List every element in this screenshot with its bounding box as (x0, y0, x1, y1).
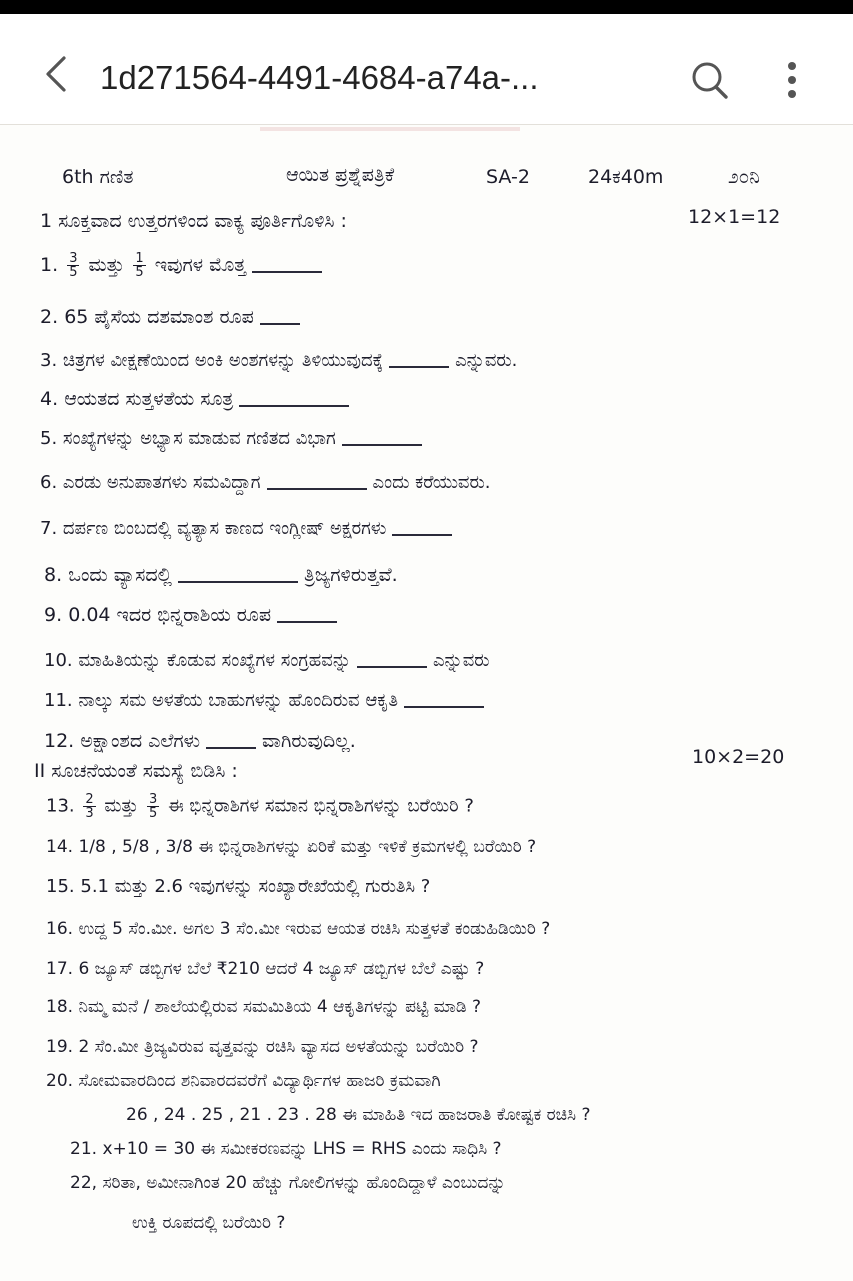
question-14: 14. 1/8 , 5/8 , 3/8 ಈ ಭಿನ್ನರಾಶಿಗಳನ್ನು ಏರಿಕೆ ಮತ್ತು ಇಳಿಕೆ ಕ್ರಮಗಳಲ್ಲಿ ಬರೆಯಿರಿ ? (46, 837, 537, 857)
answer-blank (178, 569, 298, 583)
question-8: 8. ಒಂದು ವ್ಯಾಸದಲ್ಲಿ ತ್ರಿಜ್ಯಗಳಿರುತ್ತವೆ. (44, 564, 398, 586)
file-title: 1d271564-4491-4684-a74a-... (100, 59, 539, 96)
fraction: $\frac{2}{3}$ (85, 792, 94, 821)
question-20: 20. ಸೋಮವಾರದಿಂದ ಶನಿವಾರದವರೆಗೆ ವಿದ್ಯಾರ್ಥಿಗಳ ಹಾಜರಿ ಕ್ರಮವಾಗಿ (46, 1071, 441, 1091)
question-1: 1. $\frac{3}{5}$ ಮತ್ತು $\frac{1}{5}$ ಇವುಗಳ ಮೊತ್ತ (40, 252, 328, 279)
answer-blank (267, 476, 367, 490)
answer-blank (357, 654, 427, 668)
app-bar (0, 14, 853, 124)
section1-marks: 12×1=12 (688, 206, 781, 228)
question-5: 5. ಸಂಖ್ಯೆಗಳನ್ನು ಅಭ್ಯಾಸ ಮಾಡುವ ಗಣಿತದ ವಿಭಾಗ (40, 427, 428, 451)
status-bar (0, 0, 853, 14)
answer-blank (392, 522, 452, 536)
question-4: 4. ಆಯತದ ಸುತ್ತಳತೆಯ ಸೂತ್ರ (40, 387, 355, 411)
question-22: 22, ಸರಿತಾ, ಅಮೀನಾಗಿಂತ 20 ಹೆಚ್ಚು ಗೋಲಿಗಳನ್ನು ಹೊಂದಿದ್ದಾಳೆ ಎಂಬುದನ್ನು (70, 1173, 506, 1193)
question-10: 10. ಮಾಹಿತಿಯನ್ನು ಕೊಡುವ ಸಂಖ್ಯೆಗಳ ಸಂಗ್ರಹವನ್ನು ಎನ್ನುವರು (44, 650, 490, 671)
question-19: 19. 2 ಸೆಂ.ಮೀ ತ್ರಿಜ್ಯವಿರುವ ವೃತ್ತವನ್ನು ರಚಿಸಿ ವ್ಯಾಸದ ಅಳತೆಯನ್ನು ಬರೆಯಿರಿ ? (46, 1037, 479, 1057)
fraction: $\frac{1}{5}$ (135, 251, 144, 280)
paper-edge-mark (260, 127, 520, 131)
time: ೨೦ನಿ (728, 166, 760, 188)
answer-blank (404, 694, 484, 708)
question-18: 18. ನಿಮ್ಮ ಮನೆ / ಶಾಲೆಯಲ್ಲಿರುವ ಸಮಮಿತಿಯ 4 ಆಕೃತಿಗಳನ್ನು ಪಟ್ಟಿ ಮಾಡಿ ? (46, 997, 482, 1017)
answer-blank (239, 393, 349, 407)
paper-type: ಆಯಿತ ಪ್ರಶ್ನೆಪತ್ರಿಕೆ (286, 164, 395, 186)
answer-blank (260, 311, 300, 325)
fraction: $\frac{3}{5}$ (69, 251, 78, 280)
section2-marks: 10×2=20 (692, 746, 785, 768)
total-marks: 24ಕ40m (588, 166, 664, 188)
question-20-line2: 26 , 24 . 25 , 21 . 23 . 28 ಈ ಮಾಹಿತಿ ಇದ ಹಾಜರಾತಿ ಕೋಷ್ಟಕ ರಚಿಸಿ ? (126, 1105, 591, 1125)
question-17: 17. 6 ಜ್ಯೂಸ್ ಡಬ್ಬಿಗಳ ಬೆಲೆ ₹210 ಆದರೆ 4 ಜ್ಯೂಸ್ ಡಬ್ಬಿಗಳ ಬೆಲೆ ಎಷ್ಟು ? (46, 959, 485, 979)
question-13: 13. $\frac{2}{3}$ ಮತ್ತು $\frac{3}{5}$ ಈ ಭಿನ್ನರಾಶಿಗಳ ಸಮಾನ ಭಿನ್ನರಾಶಿಗಳನ್ನು ಬರೆಯಿರಿ ? (46, 792, 474, 821)
question-3: 3. ಚಿತ್ರಗಳ ವೀಕ್ಷಣೆಯಿಂದ ಅಂಕಿ ಅಂಶಗಳನ್ನು ತಿಳಿಯುವುದಕ್ಕೆ ಎನ್ನುವರು. (40, 350, 518, 371)
question-9: 9. 0.04 ಇದರ ಭಿನ್ನರಾಶಿಯ ರೂಪ (44, 603, 343, 627)
question-2: 2. 65 ಪೈಸೆಯ ದಶಮಾಂಶ ರೂಪ (40, 305, 306, 329)
question-12: 12. ಅಕ್ಷಾಂಶದ ಎಲೆಗಳು ವಾಗಿರುವುದಿಲ್ಲ. (44, 730, 356, 752)
question-7: 7. ದರ್ಪಣ ಬಿಂಬದಲ್ಲಿ ವ್ಯತ್ಯಾಸ ಕಾಣದ ಇಂಗ್ಲೀಷ್ ಅಕ್ಷರಗಳು (40, 517, 458, 541)
class-subject: 6th ಗಣಿತ (62, 166, 134, 188)
exam-code: SA-2 (486, 166, 530, 188)
answer-blank (277, 609, 337, 623)
section2-heading: II ಸೂಚನೆಯಂತೆ ಸಮಸ್ಯೆ ಬಿಡಿಸಿ : (34, 760, 238, 782)
search-icon[interactable] (690, 60, 730, 100)
question-16: 16. ಉದ್ದ 5 ಸೆಂ.ಮೀ. ಅಗಲ 3 ಸೆಂ.ಮೀ ಇರುವ ಆಯತ ರಚಿಸಿ ಸುತ್ತಳತೆ ಕಂಡುಹಿಡಿಯಿರಿ ? (46, 919, 551, 939)
answer-blank (252, 259, 322, 273)
fraction: $\frac{3}{5}$ (149, 792, 158, 821)
question-15: 15. 5.1 ಮತ್ತು 2.6 ಇವುಗಳನ್ನು ಸಂಖ್ಯಾರೇಖೆಯಲ್ಲಿ ಗುರುತಿಸಿ ? (46, 876, 431, 897)
answer-blank (342, 432, 422, 446)
question-6: 6. ಎರಡು ಅನುಪಾತಗಳು ಸಮವಿದ್ದಾಗ ಎಂದು ಕರೆಯುವರು. (40, 472, 491, 493)
more-vert-icon[interactable] (778, 58, 806, 102)
question-number: 1. (40, 254, 59, 276)
answer-blank (389, 354, 449, 368)
question-11: 11. ನಾಲ್ಕು ಸಮ ಅಳತೆಯ ಬಾಹುಗಳನ್ನು ಹೊಂದಿರುವ ಆಕೃತಿ (44, 689, 490, 713)
chevron-left-icon[interactable] (38, 52, 78, 96)
answer-blank (206, 735, 256, 749)
question-22-line2: ಉಕ್ತಿ ರೂಪದಲ್ಲಿ ಬರೆಯಿರಿ ? (132, 1213, 286, 1233)
question-21: 21. x+10 = 30 ಈ ಸಮೀಕರಣವನ್ನು LHS = RHS ಎಂದು ಸಾಧಿಸಿ ? (70, 1139, 502, 1159)
question-paper (0, 124, 853, 1281)
section1-heading: 1 ಸೂಕ್ತವಾದ ಉತ್ತರಗಳಿಂದ ವಾಕ್ಯ ಪೂರ್ತಿಗೊಳಿಸಿ : (40, 210, 347, 232)
